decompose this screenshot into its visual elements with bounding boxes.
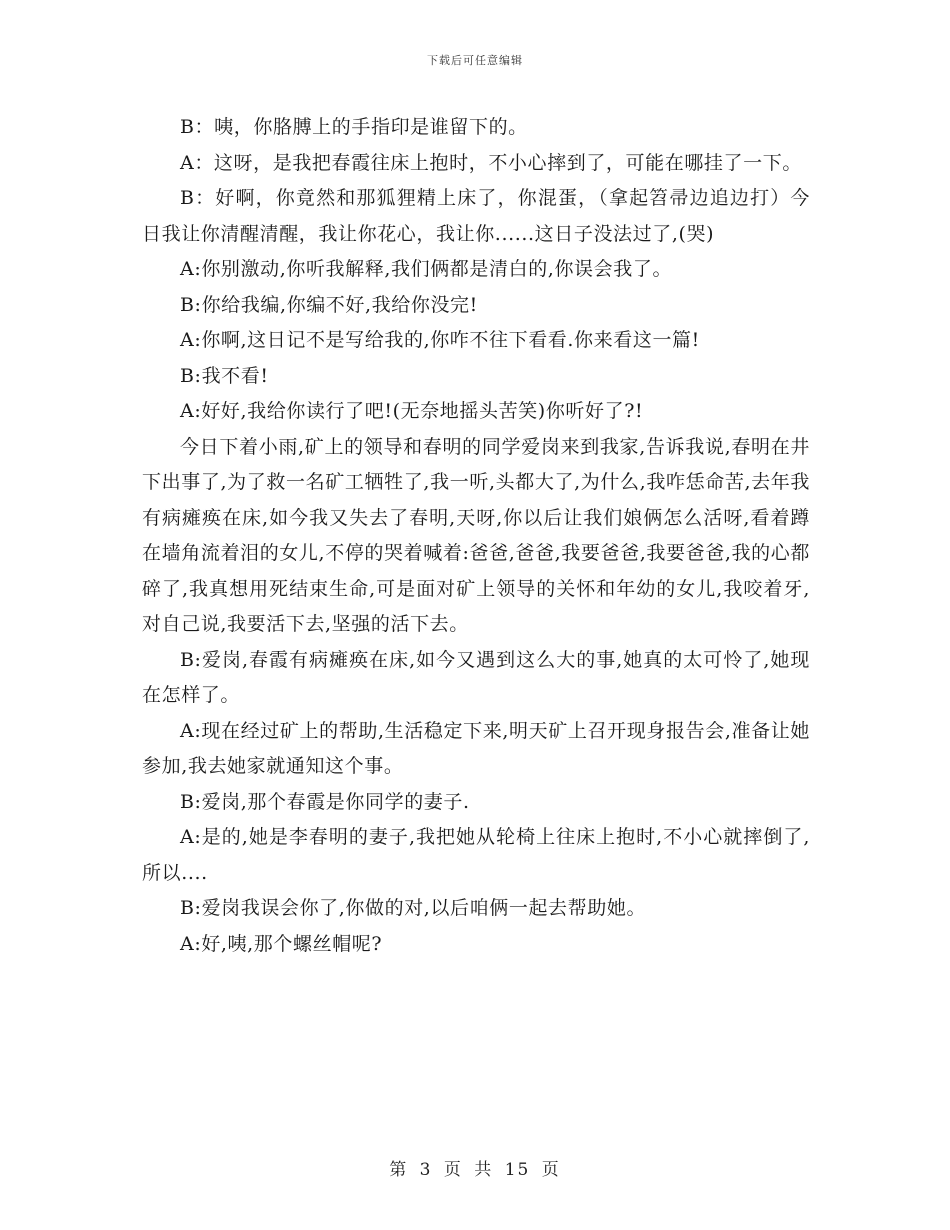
paragraph: B:我不看! [180, 364, 269, 387]
paragraph: A:你啊,这日记不是写给我的,你咋不往下看看.你来看这一篇! [180, 329, 700, 351]
paragraph: A:你别激动,你听我解释,我们俩都是清白的,你误会我了。 [180, 258, 673, 280]
paragraph: B：好啊，你竟然和那狐狸精上床了，你混蛋，（拿起笤帚边追边打）今日我让你清醒清醒，我让你花心，我让你......这日子没法过了,(哭) [142, 187, 810, 245]
paragraph: A:现在经过矿上的帮助,生活稳定下来,明天矿上召开现身报告会,准备让她参加,我去她家就通知这个事。 [142, 719, 810, 777]
paragraph: A:好,咦,那个螺丝帽呢? [180, 932, 383, 955]
paragraph: B：咦，你胳膊上的手指印是谁留下的。 [180, 116, 528, 138]
document-body [142, 110, 810, 962]
page-header: 下载后可任意编辑 [427, 54, 523, 67]
paragraph: B:爱岗我误会你了,你做的对,以后咱俩一起去帮助她。 [180, 897, 647, 919]
paragraph: B:爱岗,春霞有病瘫痪在床,如今又遇到这么大的事,她真的太可怜了,她现在怎样了。 [142, 648, 810, 706]
paragraph: 今日下着小雨,矿上的领导和春明的同学爱岗来到我家,告诉我说,春明在井下出事了,为了救一名矿工牺牲了,我一听,头都大了,为什么,我咋恁命苦,去年我有病瘫痪在床,如今我又失去了春明,天呀,你以后让我们娘俩怎么活呀,看着蹲在墙角流着泪的女儿,不停的哭着喊着:爸爸,爸爸,我要爸爸,我要爸爸,我的心都碎了,我真想用死结束生命,可是面对矿上领导的关怀和年幼的女儿,我咬着牙,对自己说,我要活下去,坚强的活下去。 [142, 435, 810, 635]
page-number-footer: 第 3 页 共 15 页 [389, 1160, 561, 1180]
paragraph: B:爱岗,那个春霞是你同学的妻子. [180, 790, 470, 813]
paragraph: B:你给我编,你编不好,我给你没完! [180, 293, 478, 316]
paragraph: A：这呀，是我把春霞往床上抱时，不小心摔到了，可能在哪挂了一下。 [180, 151, 802, 174]
paragraph: A:好好,我给你读行了吧!(无奈地摇头苦笑)你听好了?! [180, 400, 644, 422]
paragraph: A:是的,她是李春明的妻子,我把她从轮椅上往床上抱时,不小心就摔倒了,所以.... [142, 826, 810, 884]
